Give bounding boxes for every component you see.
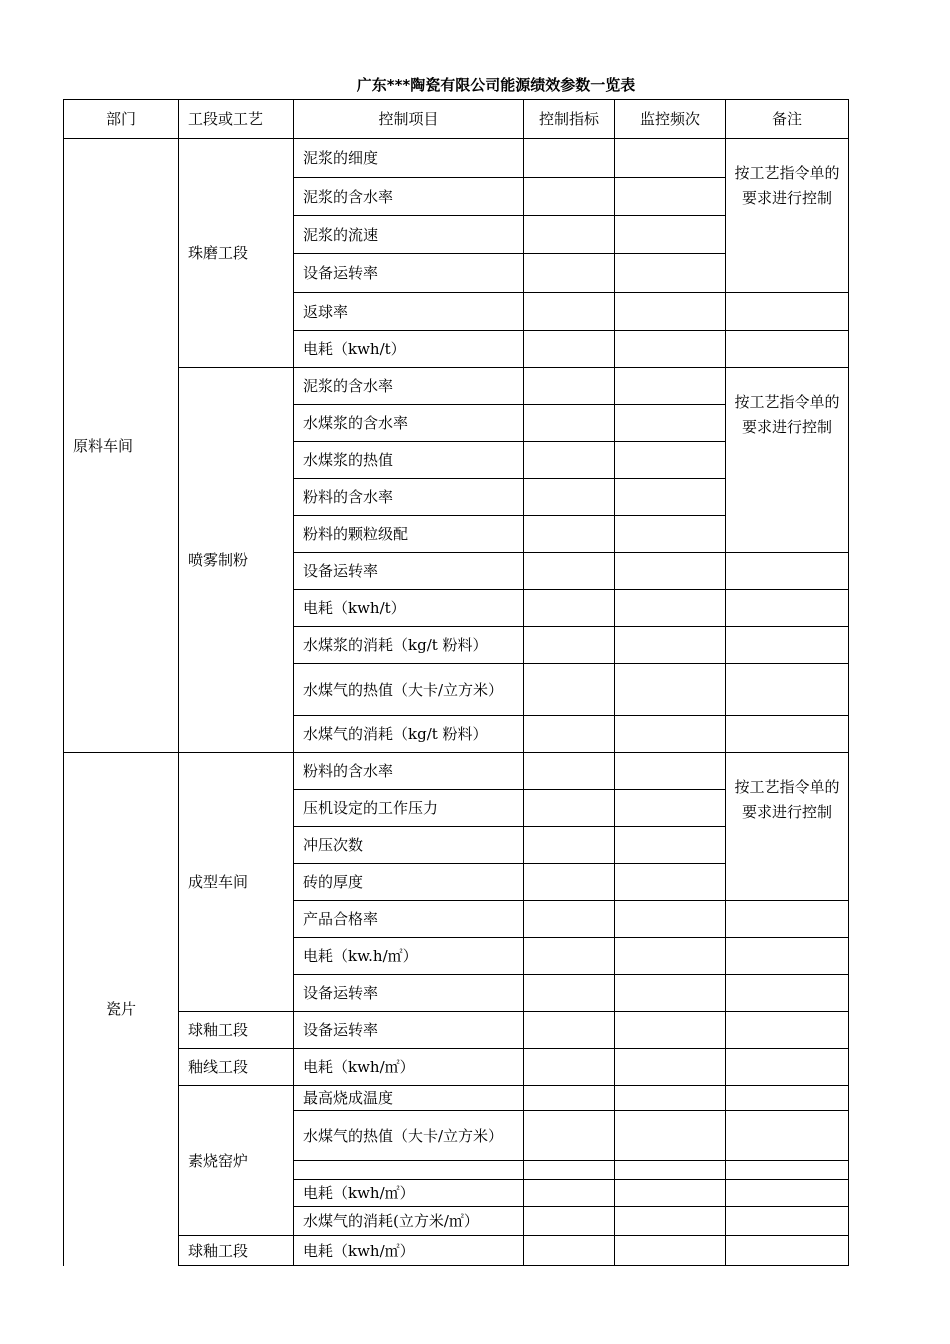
control-index-cell xyxy=(524,1207,615,1236)
control-index-cell xyxy=(524,1180,615,1207)
table-row xyxy=(64,1236,849,1266)
remarks-cell xyxy=(726,590,849,627)
table-row xyxy=(64,368,849,405)
table-row xyxy=(64,1049,849,1086)
header-control-item: 控制项目 xyxy=(294,100,524,139)
monitor-frequency-cell xyxy=(615,1111,726,1161)
control-item-cell: 设备运转率 xyxy=(294,553,524,590)
control-item-cell: 返球率 xyxy=(294,293,524,331)
monitor-frequency-cell xyxy=(615,1180,726,1207)
header-department: 部门 xyxy=(64,100,179,139)
control-index-cell xyxy=(524,553,615,590)
control-index-cell xyxy=(524,1111,615,1161)
monitor-frequency-cell xyxy=(615,938,726,975)
monitor-frequency-cell xyxy=(615,1049,726,1086)
energy-parameters-table xyxy=(63,99,849,1266)
process-cell: 球釉工段 xyxy=(179,1012,294,1049)
control-index-cell xyxy=(524,664,615,716)
control-index-cell xyxy=(524,479,615,516)
remarks-cell xyxy=(726,1111,849,1161)
control-index-cell xyxy=(524,1086,615,1111)
header-control-index: 控制指标 xyxy=(524,100,615,139)
remarks-cell xyxy=(726,331,849,368)
control-item-cell: 砖的厚度 xyxy=(294,864,524,901)
monitor-frequency-cell xyxy=(615,293,726,331)
remarks-cell: 按工艺指令单的要求进行控制 xyxy=(726,753,849,901)
process-cell: 成型车间 xyxy=(179,753,294,1012)
monitor-frequency-cell xyxy=(615,479,726,516)
monitor-frequency-cell xyxy=(615,442,726,479)
control-item-cell: 水煤浆的消耗（kg/t 粉料） xyxy=(294,627,524,664)
control-item-cell: 粉料的含水率 xyxy=(294,479,524,516)
control-item-cell: 水煤浆的含水率 xyxy=(294,405,524,442)
document-title: 广东***陶瓷有限公司能源绩效参数一览表 xyxy=(356,76,636,94)
control-item-cell: 电耗（kwh/t） xyxy=(294,331,524,368)
remarks-cell xyxy=(726,1086,849,1111)
energy-parameters-table-wrapper xyxy=(63,99,849,1266)
table-row xyxy=(64,1086,849,1111)
table-row xyxy=(64,139,849,178)
control-item-cell: 泥浆的细度 xyxy=(294,139,524,178)
monitor-frequency-cell xyxy=(615,516,726,553)
control-item-cell: 泥浆的含水率 xyxy=(294,178,524,216)
control-index-cell xyxy=(524,975,615,1012)
process-cell: 喷雾制粉 xyxy=(179,368,294,753)
control-index-cell xyxy=(524,442,615,479)
header-remarks: 备注 xyxy=(726,100,849,139)
monitor-frequency-cell xyxy=(615,1012,726,1049)
control-index-cell xyxy=(524,331,615,368)
monitor-frequency-cell xyxy=(615,254,726,293)
control-index-cell xyxy=(524,293,615,331)
remarks-cell xyxy=(726,1236,849,1266)
control-index-cell xyxy=(524,864,615,901)
control-item-cell: 设备运转率 xyxy=(294,1012,524,1049)
monitor-frequency-cell xyxy=(615,901,726,938)
control-item-cell: 泥浆的含水率 xyxy=(294,368,524,405)
monitor-frequency-cell xyxy=(615,1161,726,1180)
table-row xyxy=(64,753,849,790)
monitor-frequency-cell xyxy=(615,590,726,627)
control-item-cell: 粉料的颗粒级配 xyxy=(294,516,524,553)
control-index-cell xyxy=(524,516,615,553)
monitor-frequency-cell xyxy=(615,553,726,590)
process-cell: 釉线工段 xyxy=(179,1049,294,1086)
control-index-cell xyxy=(524,938,615,975)
remarks-cell xyxy=(726,901,849,938)
monitor-frequency-cell xyxy=(615,1207,726,1236)
monitor-frequency-cell xyxy=(615,216,726,254)
control-index-cell xyxy=(524,368,615,405)
remarks-cell xyxy=(726,938,849,975)
remarks-cell xyxy=(726,293,849,331)
remarks-cell: 按工艺指令单的要求进行控制 xyxy=(726,139,849,293)
monitor-frequency-cell xyxy=(615,753,726,790)
monitor-frequency-cell xyxy=(615,864,726,901)
monitor-frequency-cell xyxy=(615,1236,726,1266)
control-item-cell: 设备运转率 xyxy=(294,975,524,1012)
control-index-cell xyxy=(524,716,615,753)
process-cell: 素烧窑炉 xyxy=(179,1086,294,1236)
department-cell: 瓷片 xyxy=(64,753,179,1266)
control-item-cell: 电耗（kwh/㎡） xyxy=(294,1049,524,1086)
control-index-cell xyxy=(524,827,615,864)
remarks-cell xyxy=(726,975,849,1012)
control-index-cell xyxy=(524,901,615,938)
control-item-cell: 水煤气的消耗(立方米/㎡） xyxy=(294,1207,524,1236)
header-monitor-frequency: 监控频次 xyxy=(615,100,726,139)
control-item-cell: 压机设定的工作压力 xyxy=(294,790,524,827)
control-item-cell: 最高烧成温度 xyxy=(294,1086,524,1111)
table-row xyxy=(64,1012,849,1049)
process-cell: 球釉工段 xyxy=(179,1236,294,1266)
department-cell: 原料车间 xyxy=(64,139,179,753)
control-index-cell xyxy=(524,254,615,293)
control-item-cell: 产品合格率 xyxy=(294,901,524,938)
control-item-cell: 电耗（kwh/㎡） xyxy=(294,1180,524,1207)
control-item-cell: 电耗（kw.h/㎡） xyxy=(294,938,524,975)
table-header-row xyxy=(64,100,849,139)
control-item-cell: 水煤气的消耗（kg/t 粉料） xyxy=(294,716,524,753)
remarks-cell xyxy=(726,664,849,716)
control-item-cell: 泥浆的流速 xyxy=(294,216,524,254)
monitor-frequency-cell xyxy=(615,975,726,1012)
header-process: 工段或工艺 xyxy=(179,100,294,139)
remarks-cell xyxy=(726,716,849,753)
monitor-frequency-cell xyxy=(615,827,726,864)
control-index-cell xyxy=(524,178,615,216)
control-index-cell xyxy=(524,753,615,790)
monitor-frequency-cell xyxy=(615,139,726,178)
monitor-frequency-cell xyxy=(615,716,726,753)
control-item-cell xyxy=(294,1161,524,1180)
control-item-cell: 设备运转率 xyxy=(294,254,524,293)
monitor-frequency-cell xyxy=(615,1086,726,1111)
process-cell: 珠磨工段 xyxy=(179,139,294,368)
control-item-cell: 粉料的含水率 xyxy=(294,753,524,790)
control-index-cell xyxy=(524,405,615,442)
control-index-cell xyxy=(524,1161,615,1180)
remarks-cell xyxy=(726,1161,849,1180)
monitor-frequency-cell xyxy=(615,331,726,368)
control-index-cell xyxy=(524,1012,615,1049)
remarks-cell xyxy=(726,1180,849,1207)
control-item-cell: 冲压次数 xyxy=(294,827,524,864)
control-item-cell: 电耗（kwh/t） xyxy=(294,590,524,627)
remarks-cell: 按工艺指令单的要求进行控制 xyxy=(726,368,849,553)
monitor-frequency-cell xyxy=(615,664,726,716)
monitor-frequency-cell xyxy=(615,368,726,405)
remarks-cell xyxy=(726,553,849,590)
control-item-cell: 水煤气的热值（大卡/立方米） xyxy=(294,664,524,716)
remarks-cell xyxy=(726,1049,849,1086)
control-index-cell xyxy=(524,790,615,827)
monitor-frequency-cell xyxy=(615,405,726,442)
control-index-cell xyxy=(524,627,615,664)
control-index-cell xyxy=(524,590,615,627)
control-item-cell: 水煤气的热值（大卡/立方米） xyxy=(294,1111,524,1161)
control-index-cell xyxy=(524,1049,615,1086)
control-index-cell xyxy=(524,1236,615,1266)
control-index-cell xyxy=(524,139,615,178)
monitor-frequency-cell xyxy=(615,627,726,664)
remarks-cell xyxy=(726,1207,849,1236)
monitor-frequency-cell xyxy=(615,178,726,216)
monitor-frequency-cell xyxy=(615,790,726,827)
control-index-cell xyxy=(524,216,615,254)
control-item-cell: 电耗（kwh/㎡） xyxy=(294,1236,524,1266)
remarks-cell xyxy=(726,1012,849,1049)
control-item-cell: 水煤浆的热值 xyxy=(294,442,524,479)
remarks-cell xyxy=(726,627,849,664)
